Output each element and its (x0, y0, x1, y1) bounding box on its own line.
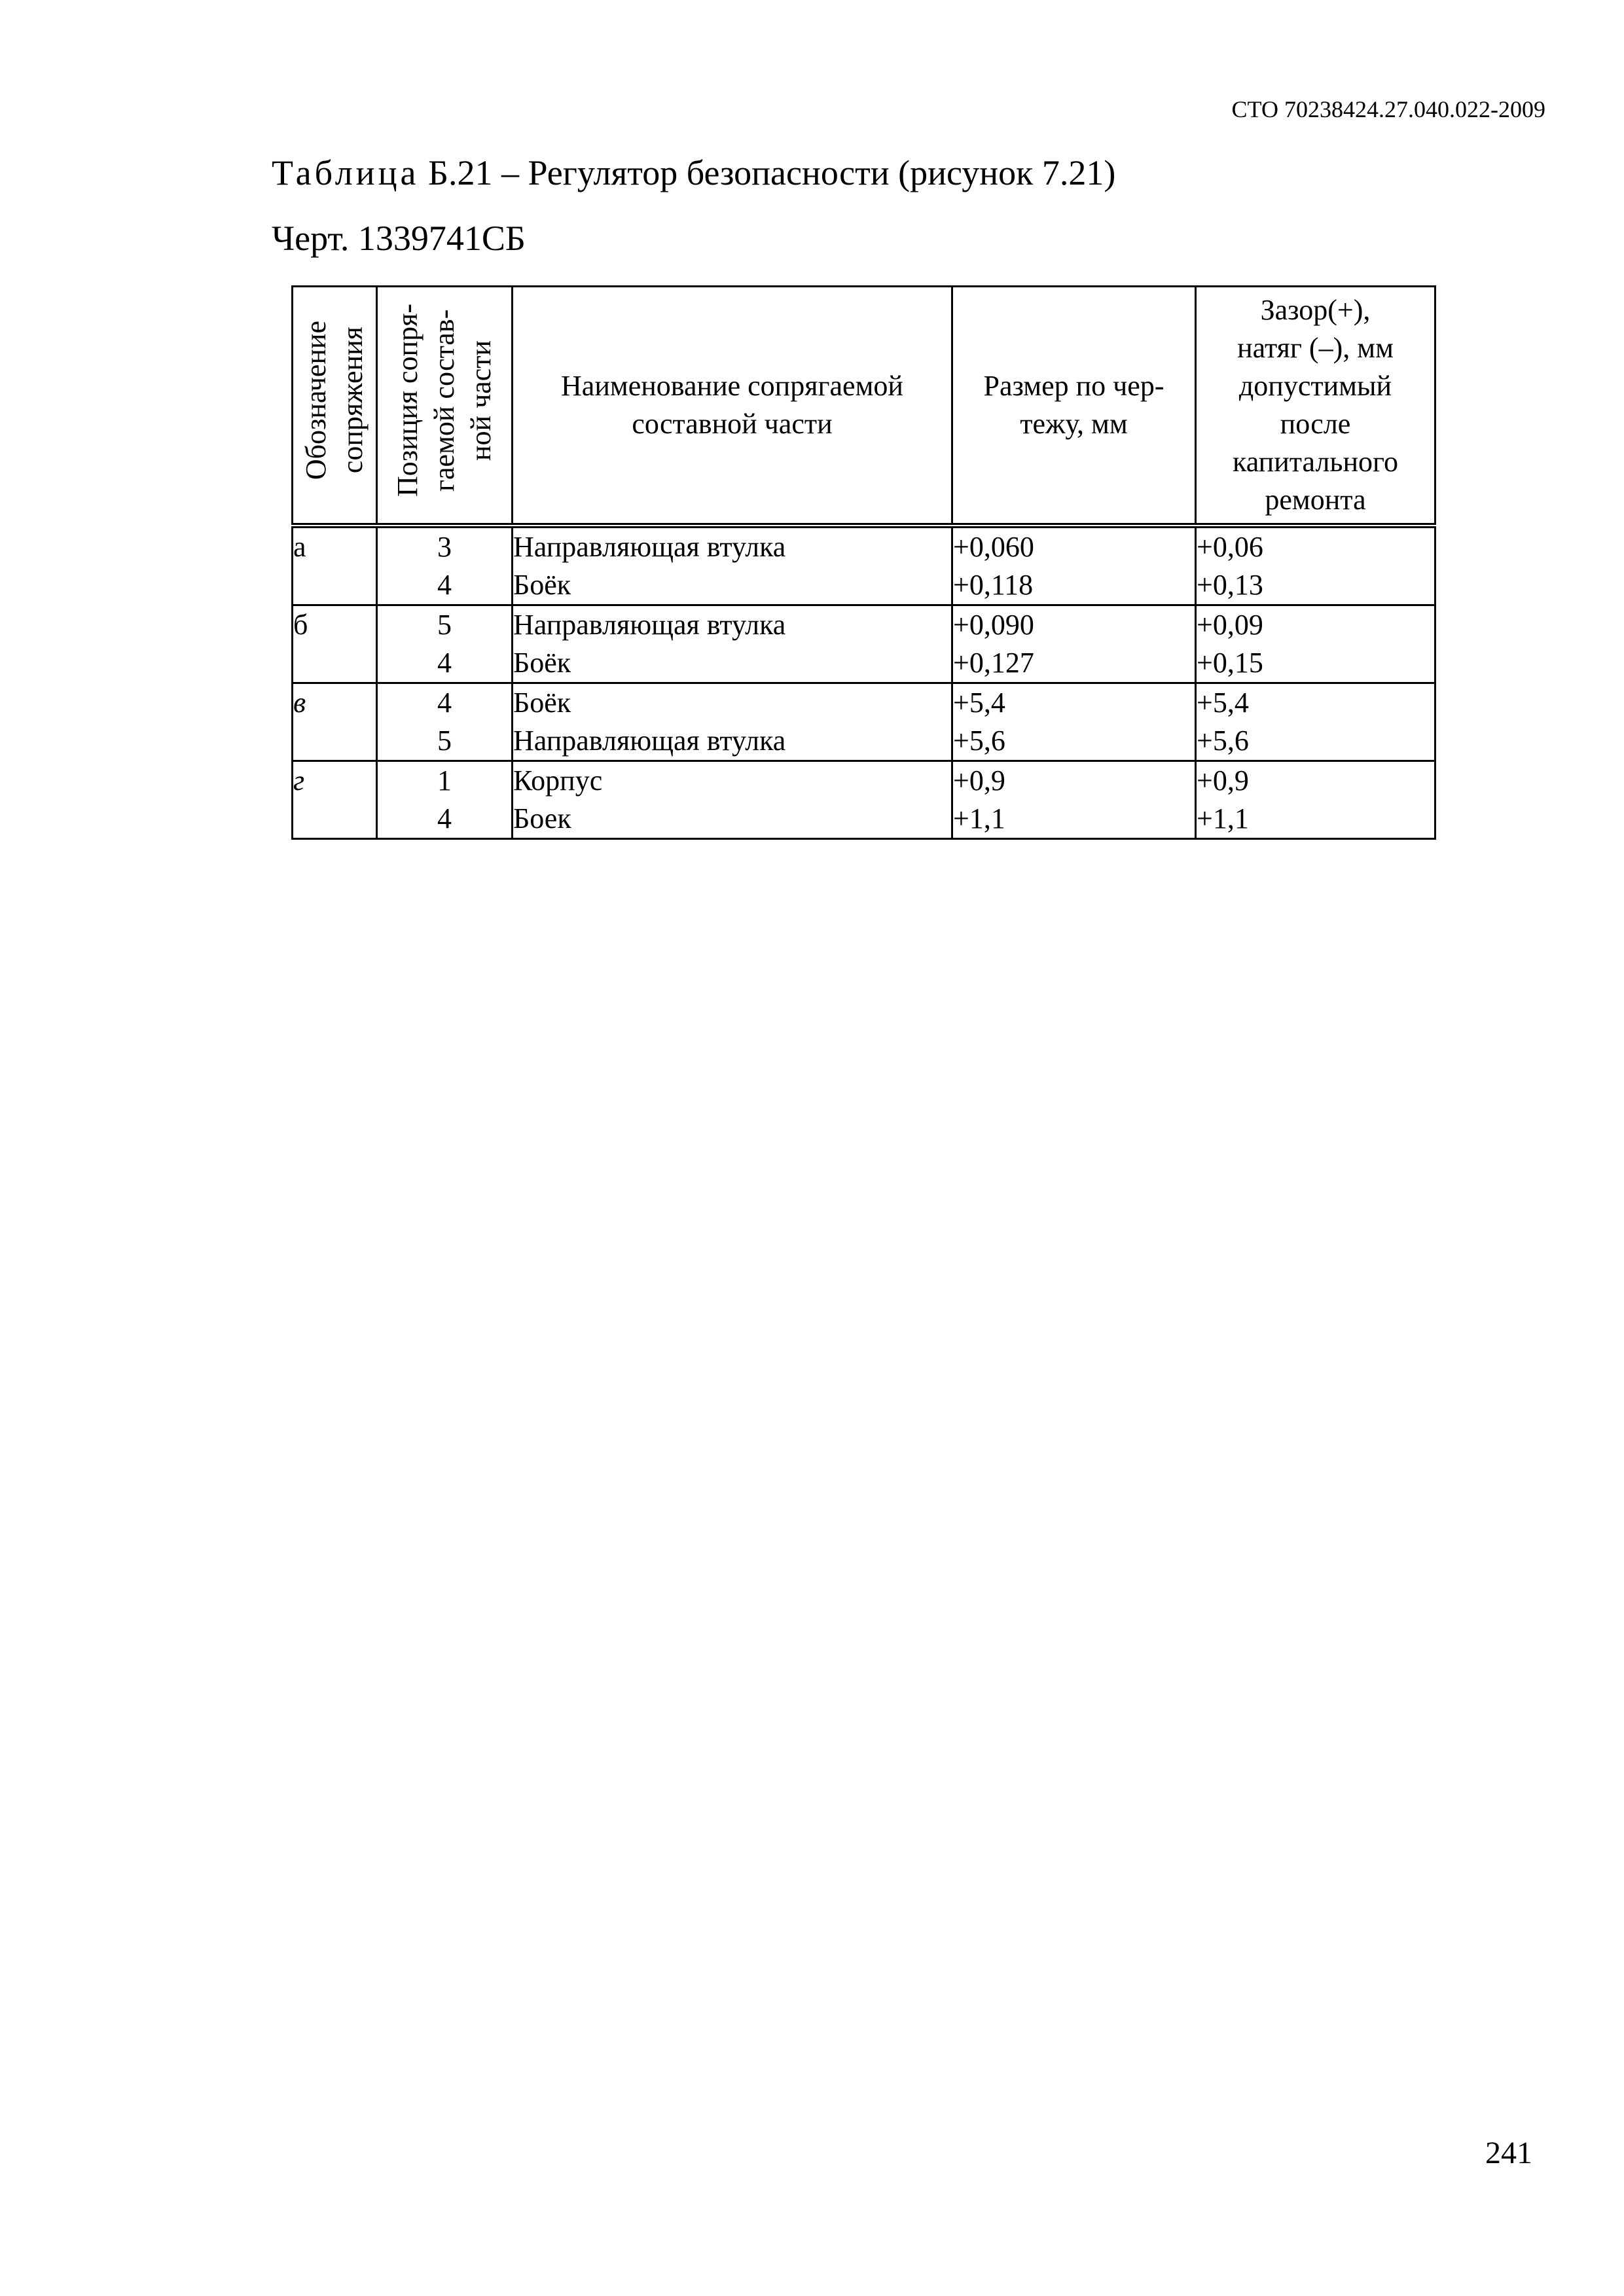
cell-designation: в (293, 683, 377, 723)
cell-clearance: +1,1 (1196, 800, 1435, 839)
table-row (293, 605, 1435, 645)
cell-part-name: Боёк (513, 683, 952, 723)
cell-position: 4 (377, 566, 513, 605)
cell-drawing-size: +0,9 (952, 761, 1196, 800)
document-code: СТО 70238424.27.040.022-2009 (1231, 96, 1545, 122)
header-position: Позиция сопря- гаемой состав- ной части (377, 287, 513, 526)
table-row (293, 566, 1435, 605)
cell-drawing-size: +0,090 (952, 605, 1196, 645)
table-title (272, 152, 1115, 193)
cell-clearance: +0,09 (1196, 605, 1435, 645)
cell-drawing-size: +5,6 (952, 722, 1196, 761)
cell-designation: б (293, 605, 377, 645)
cell-part-name: Направляющая втулка (513, 722, 952, 761)
cell-part-name: Корпус (513, 761, 952, 800)
cell-part-name: Боек (513, 800, 952, 839)
drawing-reference: Черт. 1339741СБ (272, 219, 526, 258)
page-number: 241 (1485, 2136, 1532, 2170)
cell-position: 4 (377, 683, 513, 723)
cell-clearance: +5,6 (1196, 722, 1435, 761)
cell-designation (293, 800, 377, 839)
header-clearance: Зазор(+), натяг (–), мм допустимый после капитального ремонта (1196, 287, 1435, 526)
cell-designation: а (293, 526, 377, 566)
header-part-name: Наименование сопрягаемой составной части (513, 287, 952, 526)
cell-clearance: +0,13 (1196, 566, 1435, 605)
cell-designation (293, 566, 377, 605)
table-row (293, 800, 1435, 839)
cell-drawing-size: +0,127 (952, 644, 1196, 683)
table-row (293, 683, 1435, 723)
table-row (293, 644, 1435, 683)
cell-part-name: Боёк (513, 566, 952, 605)
cell-position: 5 (377, 722, 513, 761)
cell-part-name: Боёк (513, 644, 952, 683)
cell-drawing-size: +0,118 (952, 566, 1196, 605)
cell-designation (293, 722, 377, 761)
table-header-row (293, 287, 1435, 526)
cell-clearance: +0,15 (1196, 644, 1435, 683)
cell-drawing-size: +1,1 (952, 800, 1196, 839)
table-row (293, 722, 1435, 761)
cell-position: 4 (377, 644, 513, 683)
cell-position: 3 (377, 526, 513, 566)
table-title-text: Б.21 – Регулятор безопасности (рисунок 7.21) (419, 153, 1116, 192)
cell-clearance: +5,4 (1196, 683, 1435, 723)
header-drawing-size: Размер по чер- тежу, мм (952, 287, 1196, 526)
cell-drawing-size: +5,4 (952, 683, 1196, 723)
cell-clearance: +0,06 (1196, 526, 1435, 566)
table-row (293, 526, 1435, 566)
cell-drawing-size: +0,060 (952, 526, 1196, 566)
cell-clearance: +0,9 (1196, 761, 1435, 800)
mating-parts-table (291, 285, 1436, 840)
table-row (293, 761, 1435, 800)
cell-position: 4 (377, 800, 513, 839)
cell-part-name: Направляющая втулка (513, 526, 952, 566)
cell-position: 5 (377, 605, 513, 645)
cell-part-name: Направляющая втулка (513, 605, 952, 645)
cell-designation: г (293, 761, 377, 800)
cell-position: 1 (377, 761, 513, 800)
cell-designation (293, 644, 377, 683)
table-title-prefix: Таблица (272, 153, 420, 192)
header-designation: Обозначение сопряжения (293, 287, 377, 526)
